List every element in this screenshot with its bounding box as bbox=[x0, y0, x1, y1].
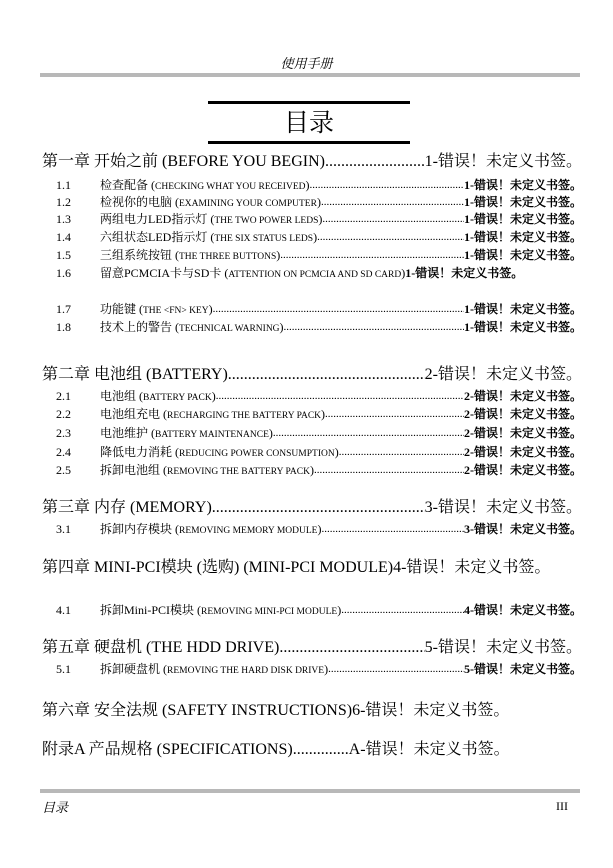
section-page: 2-错误！未定义书签。 bbox=[464, 389, 582, 403]
title-rule-bottom bbox=[208, 141, 410, 144]
section-number: 1.6 bbox=[56, 266, 71, 280]
chapter-label: 第五章 硬盘机 (THE HDD DRIVE) bbox=[42, 639, 280, 656]
leader-dots bbox=[293, 740, 349, 760]
leader-dots bbox=[228, 365, 425, 385]
leader-dots bbox=[322, 211, 464, 230]
footer-section-label: 目录 bbox=[42, 800, 69, 815]
section-page: 1-错误！未定义书签。 bbox=[464, 212, 582, 226]
leader-dots bbox=[314, 462, 464, 481]
chapter-label: 第一章 开始之前 (BEFORE YOU BEGIN) bbox=[42, 153, 325, 170]
section-title: 功能键 (THE <FN> KEY) bbox=[100, 302, 213, 316]
toc-section-1-7[interactable] bbox=[42, 301, 582, 320]
section-number: 2.3 bbox=[56, 426, 71, 440]
section-title: 技术上的警告 (TECHNICAL WARNING) bbox=[100, 320, 284, 334]
section-number: 3.1 bbox=[56, 522, 71, 536]
section-title: 检视你的电脑 (EXAMINING YOUR COMPUTER) bbox=[100, 195, 321, 209]
toc-chapter-4[interactable] bbox=[42, 558, 582, 578]
toc-section-2-4[interactable] bbox=[42, 444, 582, 463]
section-page: 1-错误！未定义书签。 bbox=[464, 302, 582, 316]
chapter-page: 6-错误！未定义书签。 bbox=[352, 702, 510, 719]
leader-dots bbox=[284, 319, 464, 338]
leader-dots bbox=[339, 444, 464, 463]
section-number: 2.4 bbox=[56, 445, 71, 459]
section-title: 拆卸硬盘机 (REMOVING THE HARD DISK DRIVE) bbox=[100, 662, 329, 676]
section-page: 5-错误！未定义书签。 bbox=[464, 662, 582, 676]
toc-section-1-5[interactable] bbox=[42, 247, 582, 266]
section-page: 3-错误！未定义书签。 bbox=[464, 522, 582, 536]
chapter-page: 4-错误！未定义书签。 bbox=[393, 559, 551, 576]
chapter-label: 第六章 安全法规 (SAFETY INSTRUCTIONS) bbox=[42, 702, 353, 719]
section-page: 2-错误！未定义书签。 bbox=[464, 426, 582, 440]
chapter-page: 2-错误！未定义书签。 bbox=[424, 366, 582, 383]
section-title: 拆卸Mini-PCI模块 (REMOVING MINI-PCI MODULE) bbox=[100, 603, 342, 617]
section-page: 2-错误！未定义书签。 bbox=[464, 407, 582, 421]
running-header: 使用手册 bbox=[280, 56, 333, 71]
toc-chapter-5[interactable] bbox=[42, 638, 582, 658]
toc-title: 目录 bbox=[283, 110, 334, 137]
title-rule-top bbox=[208, 101, 410, 104]
leader-dots bbox=[212, 498, 425, 518]
section-title: 拆卸内存模块 (REMOVING MEMORY MODULE) bbox=[100, 522, 322, 536]
toc-chapter-1[interactable] bbox=[42, 152, 582, 172]
section-title: 检查配备 (CHECKING WHAT YOU RECEIVED) bbox=[100, 178, 310, 192]
section-title: 电池组 (BATTERY PACK) bbox=[100, 389, 216, 403]
leader-dots bbox=[328, 661, 464, 680]
toc-section-1-4[interactable] bbox=[42, 229, 582, 248]
page-number: III bbox=[556, 799, 568, 813]
section-number: 2.2 bbox=[56, 407, 71, 421]
section-number: 1.1 bbox=[56, 178, 71, 192]
leader-dots bbox=[216, 388, 464, 407]
toc-section-2-3[interactable] bbox=[42, 425, 582, 444]
toc-section-4-1[interactable] bbox=[42, 602, 582, 621]
section-title: 降低电力消耗 (REDUCING POWER CONSUMPTION) bbox=[100, 445, 339, 459]
section-number: 1.2 bbox=[56, 195, 71, 209]
section-page: 1-错误！未定义书签。 bbox=[464, 320, 582, 334]
toc-section-2-5[interactable] bbox=[42, 462, 582, 481]
section-number: 2.1 bbox=[56, 389, 71, 403]
toc-chapter-2[interactable] bbox=[42, 365, 582, 385]
section-page: 1-错误！未定义书签。 bbox=[464, 178, 582, 192]
toc-appendix-a[interactable] bbox=[42, 740, 582, 760]
section-number: 1.8 bbox=[56, 320, 71, 334]
toc-section-5-1[interactable] bbox=[42, 661, 582, 680]
section-page: 2-错误！未定义书签。 bbox=[464, 445, 582, 459]
leader-dots bbox=[213, 301, 464, 320]
chapter-page: 5-错误！未定义书签。 bbox=[424, 639, 582, 656]
toc-section-1-6[interactable] bbox=[42, 265, 582, 284]
chapter-label: 附录A 产品规格 (SPECIFICATIONS) bbox=[42, 741, 293, 758]
section-title: 电池组充电 (RECHARGING THE BATTERY PACK) bbox=[100, 407, 326, 421]
section-number: 2.5 bbox=[56, 463, 71, 477]
chapter-page: 1-错误！未定义书签。 bbox=[424, 153, 582, 170]
toc-section-3-1[interactable] bbox=[42, 521, 582, 540]
leader-dots bbox=[279, 638, 424, 658]
toc-section-1-8[interactable] bbox=[42, 319, 582, 338]
section-title: 留意PCMCIA卡与SD卡 (ATTENTION ON PCMCIA AND SD CARD) bbox=[100, 266, 406, 280]
leader-dots bbox=[325, 152, 425, 172]
chapter-page: A-错误！未定义书签。 bbox=[348, 741, 510, 758]
toc-section-1-3[interactable] bbox=[42, 211, 582, 230]
toc-section-2-2[interactable] bbox=[42, 406, 582, 425]
section-number: 5.1 bbox=[56, 662, 71, 676]
section-title: 六组状态LED指示灯 (THE SIX STATUS LEDS) bbox=[100, 230, 318, 244]
section-number: 1.3 bbox=[56, 212, 71, 226]
section-number: 1.7 bbox=[56, 302, 71, 316]
toc-chapter-3[interactable] bbox=[42, 498, 582, 518]
leader-dots bbox=[280, 247, 464, 266]
chapter-label: 第二章 电池组 (BATTERY) bbox=[42, 366, 228, 383]
section-title: 拆卸电池组 (REMOVING THE BATTERY PACK) bbox=[100, 463, 314, 477]
section-page: 1-错误！未定义书签。 bbox=[464, 230, 582, 244]
section-title: 两组电力LED指示灯 (THE TWO POWER LEDS) bbox=[100, 212, 323, 226]
header-rule bbox=[40, 73, 580, 77]
leader-dots bbox=[317, 229, 464, 248]
footer-rule bbox=[40, 789, 580, 793]
toc-chapter-6[interactable] bbox=[42, 701, 582, 721]
toc-section-2-1[interactable] bbox=[42, 388, 582, 407]
chapter-label: 第四章 MINI-PCI模块 (选购) (MINI-PCI MODULE) bbox=[42, 559, 394, 576]
section-page: 2-错误！未定义书签。 bbox=[464, 463, 582, 477]
section-number: 1.5 bbox=[56, 248, 71, 262]
section-page: 1-错误！未定义书签。 bbox=[464, 248, 582, 262]
leader-dots bbox=[325, 406, 464, 425]
leader-dots bbox=[341, 602, 464, 621]
leader-dots bbox=[273, 425, 464, 444]
chapter-label: 第三章 内存 (MEMORY) bbox=[42, 499, 212, 516]
section-title: 三组系统按钮 (THE THREE BUTTONS) bbox=[100, 248, 281, 262]
section-page: 1-错误！未定义书签。 bbox=[405, 266, 524, 280]
chapter-page: 3-错误！未定义书签。 bbox=[424, 499, 582, 516]
leader-dots bbox=[321, 521, 464, 540]
section-page: 4-错误！未定义书签。 bbox=[464, 603, 582, 617]
section-page: 1-错误！未定义书签。 bbox=[464, 195, 582, 209]
section-number: 1.4 bbox=[56, 230, 71, 244]
section-number: 4.1 bbox=[56, 603, 71, 617]
section-title: 电池维护 (BATTERY MAINTENANCE) bbox=[100, 426, 273, 440]
